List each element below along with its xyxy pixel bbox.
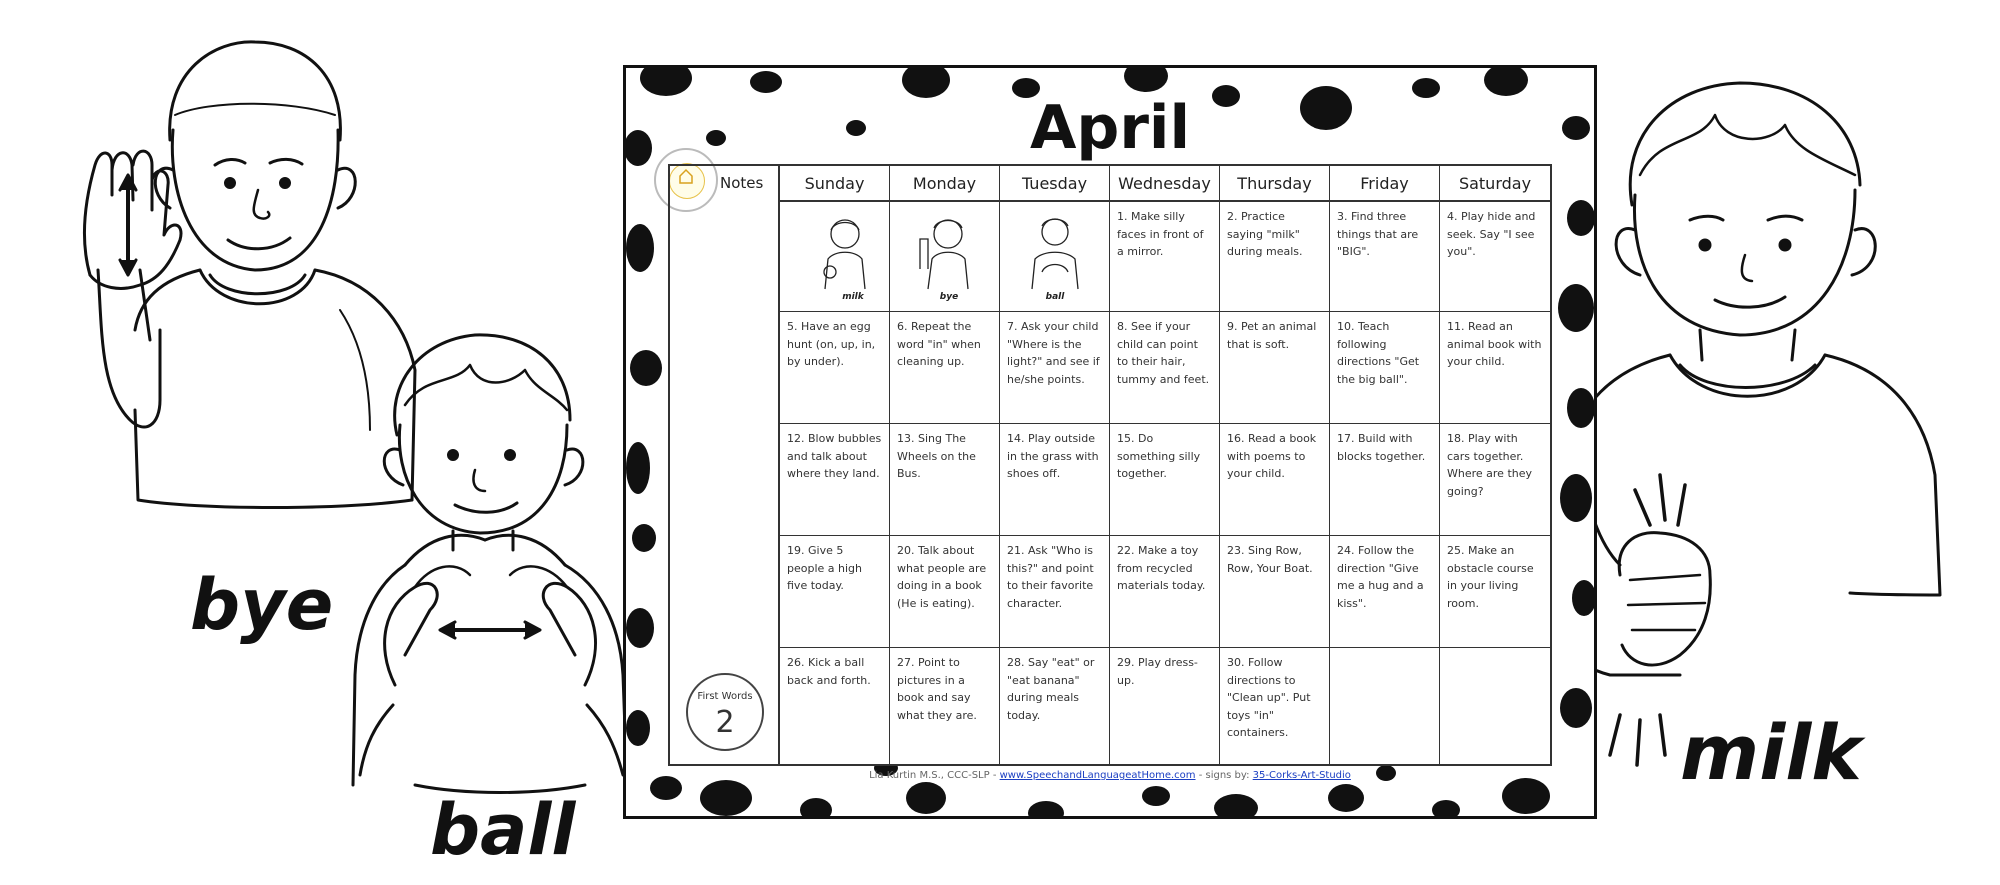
day-header-friday: Friday xyxy=(1330,166,1440,202)
calendar-cell-day-27: 27. Point to pictures in a book and say what they are. xyxy=(890,648,1000,764)
day-header-monday: Monday xyxy=(890,166,1000,202)
milk-label: milk xyxy=(1680,708,1862,797)
calendar-cell-day-15: 15. Do something silly together. xyxy=(1110,424,1220,536)
milk-sign-illustration xyxy=(1540,75,1960,795)
first-words-badge xyxy=(686,673,764,751)
calendar-cell-day-18: 18. Play with cars together. Where are they going? xyxy=(1440,424,1550,536)
day-header-saturday: Saturday xyxy=(1440,166,1550,202)
calendar-cell-day-25: 25. Make an obstacle course in your living room. xyxy=(1440,536,1550,648)
bye-label: bye xyxy=(190,564,334,646)
calendar-cell-day-4: 4. Play hide and seek. Say "I see you". xyxy=(1440,202,1550,312)
day-header-thursday: Thursday xyxy=(1220,166,1330,202)
day-header-tuesday: Tuesday xyxy=(1000,166,1110,202)
mini-caption-ball: ball xyxy=(1045,292,1065,302)
calendar-footer xyxy=(626,770,1594,781)
calendar-cell-empty xyxy=(1330,648,1440,764)
notes-label: Notes xyxy=(720,174,764,192)
mini-ball-illustration xyxy=(1020,214,1090,304)
mini-milk-illustration xyxy=(810,214,880,304)
mini-bye-illustration xyxy=(910,214,980,304)
mini-caption-milk: milk xyxy=(842,292,864,302)
calendar-cell-day-20: 20. Talk about what people are doing in a book (He is eating). xyxy=(890,536,1000,648)
day-header-wednesday: Wednesday xyxy=(1110,166,1220,202)
calendar-cell-day-8: 8. See if your child can point to their hair, tummy and feet. xyxy=(1110,312,1220,424)
days-area xyxy=(780,166,1550,764)
calendar-cell-day-28: 28. Say "eat" or "eat banana" during meals today. xyxy=(1000,648,1110,764)
first-words-label: First Words xyxy=(697,691,753,702)
ball-label: ball xyxy=(430,789,576,871)
day-header-sunday: Sunday xyxy=(780,166,890,202)
first-words-number: 2 xyxy=(715,705,735,740)
calendar-cell-day-11: 11. Read an animal book with your child. xyxy=(1440,312,1550,424)
calendar-cell-day-3: 3. Find three things that are "BIG". xyxy=(1330,202,1440,312)
calendar-cell-day-14: 14. Play outside in the grass with shoes off. xyxy=(1000,424,1110,536)
footer-studio-link[interactable]: 35-Corks-Art-Studio xyxy=(1252,770,1351,781)
calendar-cell-day-26: 26. Kick a ball back and forth. xyxy=(780,648,890,764)
calendar-cell-day-1: 1. Make silly faces in front of a mirror. xyxy=(1110,202,1220,312)
calendar-cell-empty xyxy=(1440,648,1550,764)
april-calendar-sheet xyxy=(623,65,1597,819)
calendar-cell-day-16: 16. Read a book with poems to your child. xyxy=(1220,424,1330,536)
month-title: April xyxy=(1029,93,1191,163)
footer-author: Lia Kurtin M.S., CCC-SLP xyxy=(869,770,990,781)
calendar-cell-day-13: 13. Sing The Wheels on the Bus. xyxy=(890,424,1000,536)
calendar-cell-day-9: 9. Pet an animal that is soft. xyxy=(1220,312,1330,424)
calendar-cell-day-10: 10. Teach following directions "Get the big ball". xyxy=(1330,312,1440,424)
calendar-cell-day-12: 12. Blow bubbles and talk about where they land. xyxy=(780,424,890,536)
calendar-cell-day-21: 21. Ask "Who is this?" and point to their favorite character. xyxy=(1000,536,1110,648)
calendar-cell-day-2: 2. Practice saying "milk" during meals. xyxy=(1220,202,1330,312)
calendar-cell-day-6: 6. Repeat the word "in" when cleaning up. xyxy=(890,312,1000,424)
calendar-cell-day-24: 24. Follow the direction "Give me a hug and a kiss". xyxy=(1330,536,1440,648)
calendar-cell-day-22: 22. Make a toy from recycled materials today. xyxy=(1110,536,1220,648)
calendar-cell-day-29: 29. Play dress-up. xyxy=(1110,648,1220,764)
footer-separator: - xyxy=(989,770,1000,781)
calendar-grid xyxy=(668,164,1552,766)
calendar-cell-day-5: 5. Have an egg hunt (on, up, in, by under). xyxy=(780,312,890,424)
ball-sign-illustration xyxy=(335,325,655,871)
mini-caption-bye: bye xyxy=(939,292,959,302)
footer-site-link[interactable]: www.SpeechandLanguageatHome.com xyxy=(999,770,1196,781)
calendar-cell-day-17: 17. Build with blocks together. xyxy=(1330,424,1440,536)
calendar-cell-day-23: 23. Sing Row, Row, Your Boat. xyxy=(1220,536,1330,648)
footer-signs-by: - signs by: xyxy=(1195,770,1253,781)
calendar-cell-day-19: 19. Give 5 people a high five today. xyxy=(780,536,890,648)
calendar-cell-day-7: 7. Ask your child "Where is the light?" and see if he/she points. xyxy=(1000,312,1110,424)
notes-column xyxy=(670,166,780,764)
calendar-cell-day-30: 30. Follow directions to "Clean up". Put toys "in" containers. xyxy=(1220,648,1330,764)
